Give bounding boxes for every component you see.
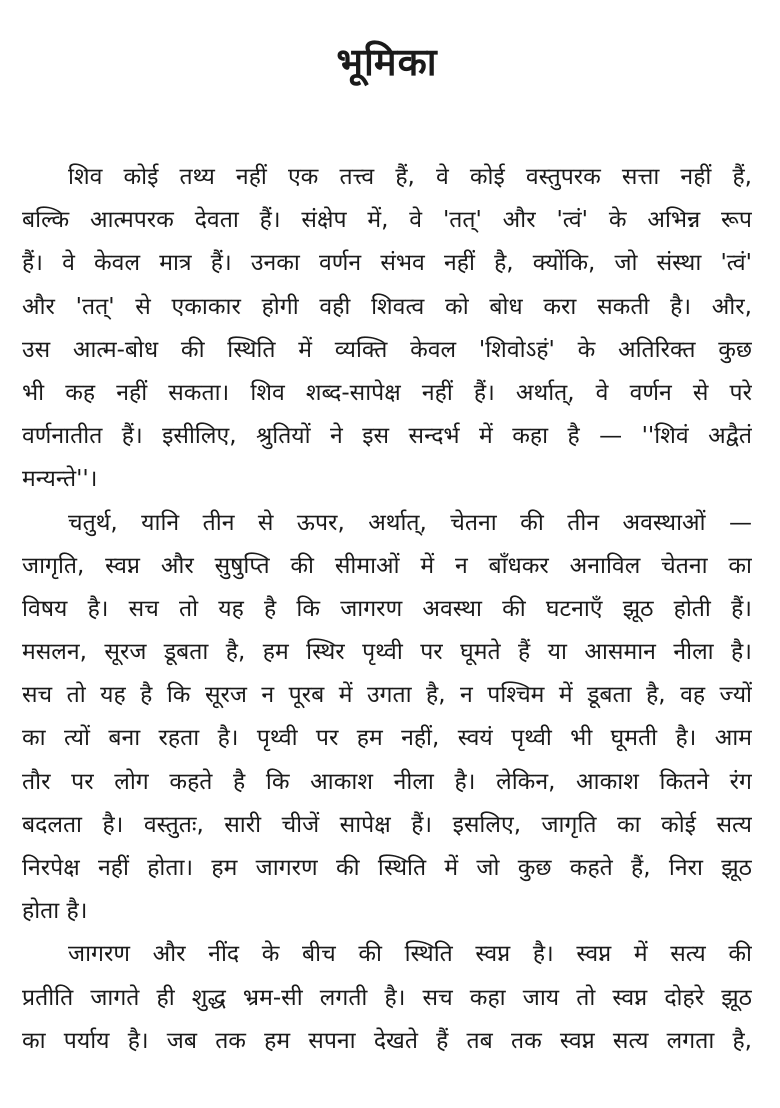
text-line: मन्यन्ते''।: [22, 466, 98, 493]
text-line: शिव कोई तथ्य नहीं एक तत्त्व हैं, वे कोई वस्तुपरक सत्ता नहीं हैं,: [68, 164, 752, 190]
text-line: जागृति, स्वप्न और सुषुप्ति की सीमाओं में न बाँधकर अनाविल चेतना का: [22, 552, 752, 579]
text-line: वर्णनातीत हैं। इसीलिए, श्रुतियों ने इस सन्दर्भ में कहा है — ''शिवं अद्वैतं: [22, 423, 752, 450]
text-line: बदलता है। वस्तुतः, सारी चीजें सापेक्ष हैं। इसलिए, जागृति का कोई सत्य: [22, 811, 752, 838]
text-line: सच तो यह है कि सूरज न पूरब में उगता है, न पश्चिम में डूबता है, वह ज्यों: [22, 682, 752, 709]
text-line: और 'तत्' से एकाकार होगी वही शिवत्व को बोध करा सकती है। और,: [22, 293, 752, 320]
page-title: भूमिका: [336, 40, 438, 84]
text-line: होता है।: [22, 898, 88, 925]
text-line: निरपेक्ष नहीं होता। हम जागरण की स्थिति में जो कुछ कहते हैं, निरा झूठ: [22, 855, 752, 881]
text-line: मसलन, सूरज डूबता है, हम स्थिर पृथ्वी पर घूमते हैं या आसमान नीला है।: [22, 639, 752, 666]
text-line: का त्यों बना रहता है। पृथ्वी पर हम नहीं, स्वयं पृथ्वी भी घूमती है। आम: [22, 725, 752, 752]
paragraph-2: [22, 502, 752, 934]
text-line: विषय है। सच तो यह है कि जागरण अवस्था की घटनाएँ झूठ होती हैं।: [22, 595, 752, 622]
text-line: उस आत्म-बोध की स्थिति में व्यक्ति केवल 'शिवोऽहं' के अतिरिक्त कुछ: [22, 336, 752, 363]
text-line: जागरण और नींद के बीच की स्थिति स्वप्न है। स्वप्न में सत्य की: [68, 941, 752, 968]
paragraph-3: [22, 933, 752, 1063]
text-line: हैं। वे केवल मात्र हैं। उनका वर्णन संभव नहीं है, क्योंकि, जो संस्था 'त्वं': [22, 250, 752, 277]
text-line: बल्कि आत्मपरक देवता हैं। संक्षेप में, वे 'तत्' और 'त्वं' के अभिन्न रूप: [22, 207, 752, 234]
text-line: का पर्याय है। जब तक हम सपना देखते हैं तब तक स्वप्न सत्य लगता है,: [22, 1027, 752, 1054]
text-line: प्रतीति जागते ही शुद्ध भ्रम-सी लगती है। सच कहा जाय तो स्वप्न दोहरे झूठ: [22, 984, 752, 1011]
text-line: तौर पर लोग कहते है कि आकाश नीला है। लेकिन, आकाश कितने रंग: [22, 768, 752, 795]
text-line: चतुर्थ, यानि तीन से ऊपर, अर्थात्, चेतना की तीन अवस्थाओं —: [68, 509, 752, 536]
paragraph-1: [22, 156, 752, 502]
text-line: भी कह नहीं सकता। शिव शब्द-सापेक्ष नहीं हैं। अर्थात्, वे वर्णन से परे: [22, 379, 752, 406]
